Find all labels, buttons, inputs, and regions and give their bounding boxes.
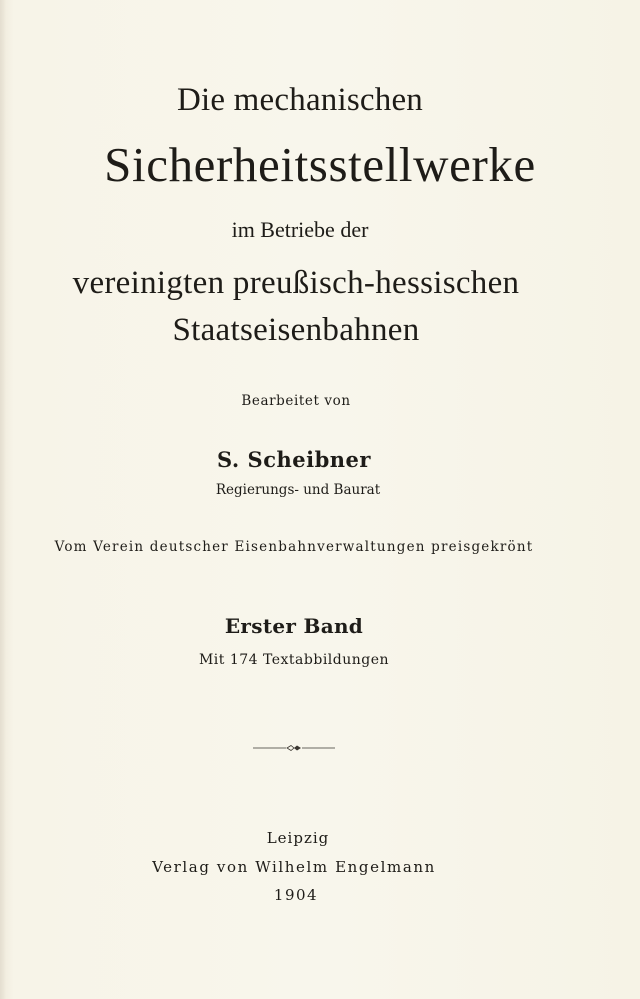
award-note: Vom Verein deutscher Eisenbahnverwaltungen preisgekrönt bbox=[54, 539, 534, 555]
main-title: Sicherheitsstellwerke bbox=[104, 137, 536, 192]
subtitle-line-3: Staatseisenbahnen bbox=[172, 312, 420, 348]
author-name: S. Scheibner bbox=[217, 447, 371, 472]
subtitle-line-2: vereinigten preußisch-hessischen bbox=[72, 265, 520, 301]
printer-ornament-rule-icon bbox=[253, 744, 335, 752]
title-line-1: Die mechanischen bbox=[176, 82, 423, 118]
publisher: Verlag von Wilhelm Engelmann bbox=[152, 858, 436, 876]
author-title: Regierungs- und Baurat bbox=[215, 482, 381, 498]
illustrations-note: Mit 174 Textabbildungen bbox=[198, 652, 390, 668]
volume-label: Erster Band bbox=[224, 614, 364, 638]
edited-by-label: Bearbeitet von bbox=[241, 393, 351, 409]
publication-year: 1904 bbox=[273, 886, 319, 904]
publication-city: Leipzig bbox=[266, 829, 330, 847]
subtitle-line-1: im Betriebe der bbox=[231, 217, 369, 242]
